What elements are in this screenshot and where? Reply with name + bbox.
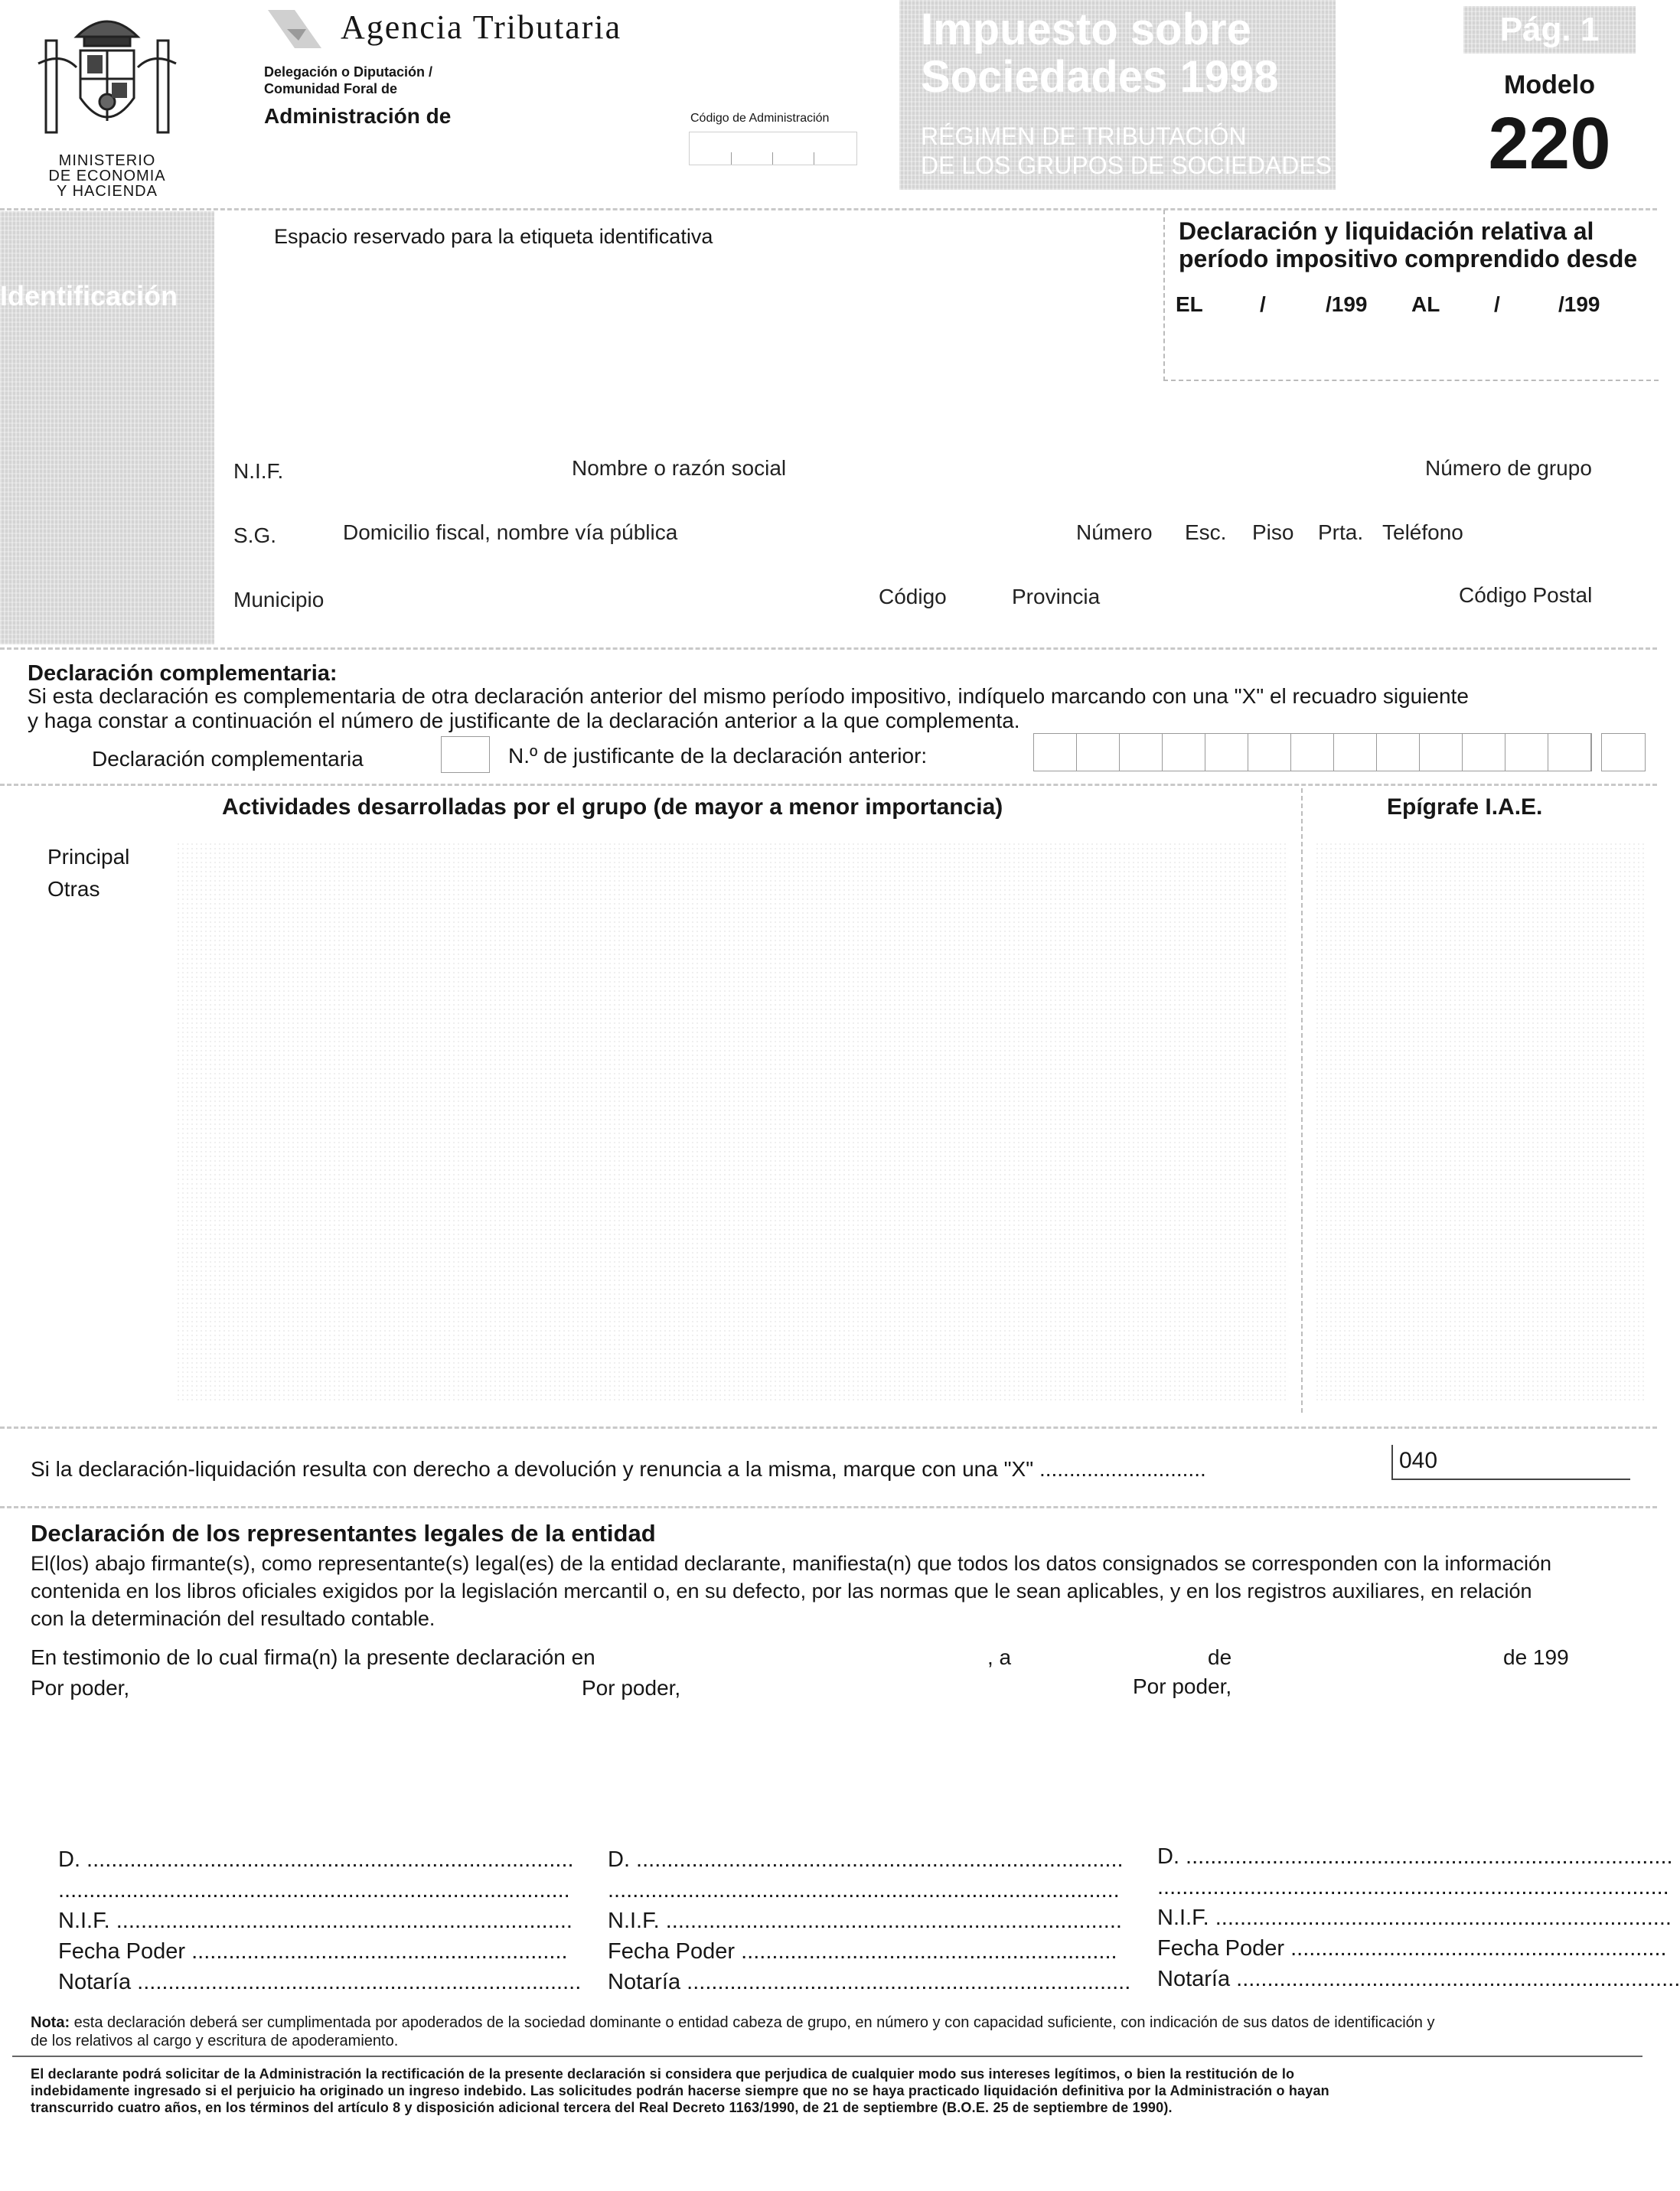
numero-grupo-label: Número de grupo [1425,456,1592,480]
nota-label: Nota: [31,2014,70,2031]
footer-rule [12,2056,1642,2057]
nota-text1: esta declaración deberá ser cumplimentada por apoderados de la sociedad dominante o entidad cabeza de grupo, en número y con capacidad suficiente, con indicación de sus datos de identificación y [73,2014,1435,2031]
identification-side-tab [0,211,214,644]
agency-logo-icon [264,6,325,52]
testimonio-text: En testimonio de lo cual firma(n) la presente declaración en [31,1645,595,1669]
complementaria-separator [0,784,1657,786]
banner-title-line1: Impuesto sobre [921,5,1251,54]
domicilio-label: Domicilio fiscal, nombre vía pública [343,520,678,544]
epigrafe-text-area[interactable] [1315,842,1644,1400]
sig1-blank[interactable]: ................................................................................... [58,1878,570,1902]
actividades-text-area[interactable] [176,842,1286,1400]
devolucion-text: Si la declaración-liquidación resulta con derecho a devolución y renuncia a la misma, marque con una "X" ............................ [31,1457,1206,1481]
otras-label: Otras [47,877,100,901]
delegation-line1: Delegación o Diputación / [264,64,433,80]
complementaria-text-line2: y haga constar a continuación el número de justificante de la declaración anterior a la que complementa. [28,709,1020,732]
admin-code-field[interactable] [689,132,857,165]
banner-title-line2: Sociedades 1998 [921,52,1279,102]
administration-label: Administración de [264,104,452,128]
justificante-boxes[interactable] [1033,733,1592,771]
devolucion-separator [0,1506,1657,1508]
delegation-line2: Comunidad Foral de [264,81,398,96]
tax-banner [899,0,1336,190]
sig2-d[interactable]: D. ............................................................................... [608,1847,1124,1872]
nif-label: N.I.F. [233,459,284,483]
sig2-blank[interactable]: ................................................................................... [608,1878,1120,1902]
codigo-postal-label: Código Postal [1459,583,1593,607]
complementaria-title: Declaración complementaria: [28,661,338,686]
provincia-label: Provincia [1012,585,1101,608]
sig2-fecha-poder[interactable]: Fecha Poder ............................................................. [608,1939,1117,1964]
testimonio-de: de [1208,1645,1232,1669]
prta-label: Prta. [1318,520,1364,544]
sg-label: S.G. [233,523,277,547]
testimonio-a: , a [987,1645,1012,1669]
modelo-label: Modelo [1504,70,1595,99]
sig3-notaria[interactable]: Notaría ........................................................................ [1157,1967,1680,1991]
codigo-label: Código [879,585,947,608]
representantes-para-line1: El(los) abajo firmante(s), como representante(s) legal(es) de la entidad declarante, manifiesta(n) que todos los datos consignados se corresponden con la información [31,1552,1552,1575]
complementaria-text-line1: Si esta declaración es complementaria de otra declaración anterior del mismo período impositivo, indíquelo marcando con una "X" el recuadro siguiente [28,684,1469,708]
period-el: EL [1176,292,1203,316]
period-slash2: / [1494,292,1500,316]
actividades-divider [1301,788,1303,1413]
justificante-label: N.º de justificante de la declaración anterior: [508,744,928,768]
coat-of-arms-icon [31,6,184,152]
sig2-nif[interactable]: N.I.F. .......................................................................... [608,1909,1122,1933]
identification-separator [0,647,1657,650]
numero-label: Número [1076,520,1153,544]
sig1-d[interactable]: D. ............................................................................... [58,1847,574,1872]
por-poder-1: Por poder, [31,1676,130,1700]
legal-line1: El declarante podrá solicitar de la Administración la rectificación de la presente declaración si considera que perjudica de cualquier modo sus intereses legítimos, o bien la restitución de lo [31,2066,1295,2082]
por-poder-2: Por poder, [582,1676,681,1700]
signature-block-3 [1157,1844,1680,1997]
telefono-label: Teléfono [1382,520,1463,544]
nota-line2: de los relativos al cargo y escritura de apoderamiento. [31,2033,399,2049]
period-slash1: / [1260,292,1266,316]
representantes-title: Declaración de los representantes legales de la entidad [31,1520,656,1547]
nombre-label: Nombre o razón social [572,456,787,480]
signature-block-1 [58,1847,582,2000]
actividades-title: Actividades desarrolladas por el grupo (de mayor a menor importancia) [222,794,1003,820]
sig1-notaria[interactable]: Notaría ........................................................................ [58,1970,582,1994]
nota-line1 [31,2014,1434,2032]
sig3-blank[interactable]: ................................................................................... [1157,1875,1669,1899]
municipio-label: Municipio [233,588,325,611]
agency-name: Agencia Tributaria [341,8,622,46]
period-title-line1: Declaración y liquidación relativa al [1179,217,1594,245]
period-box [1163,210,1659,381]
page-badge [1463,6,1636,54]
sig1-fecha-poder[interactable]: Fecha Poder ............................................................. [58,1939,568,1964]
sig1-nif[interactable]: N.I.F. .......................................................................... [58,1909,573,1933]
label-space-text: Espacio reservado para la etiqueta identificativa [274,225,713,248]
testimonio-de-199: de 199 [1503,1645,1569,1669]
sig3-fecha-poder[interactable]: Fecha Poder ............................................................. [1157,1936,1667,1961]
banner-sub-line2: DE LOS GRUPOS DE SOCIEDADES [921,152,1333,179]
legal-line2: indebidamente ingresado si el perjuicio ha originado un ingreso indebido. Las solicitudes podrán hacerse siempre que no se haya practicado liquidación definitiva por la Administración o hayan [31,2083,1329,2098]
actividades-separator [0,1426,1657,1429]
justificante-control-box[interactable] [1601,733,1646,771]
modelo-number: 220 [1488,103,1611,184]
sig2-notaria[interactable]: Notaría ........................................................................ [608,1970,1131,1994]
esc-label: Esc. [1185,520,1227,544]
principal-label: Principal [47,845,130,869]
period-al: AL [1411,292,1440,316]
piso-label: Piso [1252,520,1294,544]
period-year2: /199 [1558,292,1600,316]
ministry-name: MINISTERIO DE ECONOMIA Y HACIENDA [48,152,166,200]
complementaria-checkbox-label: Declaración complementaria [92,747,364,771]
admin-code-label: Código de Administración [690,112,830,125]
banner-sub-line1: RÉGIMEN DE TRIBUTACIÓN [921,122,1247,150]
side-tab-label: Identificación [0,280,178,311]
period-title-line2: período impositivo comprendido desde [1179,245,1638,272]
por-poder-3: Por poder, [1133,1674,1232,1698]
signature-block-2 [608,1847,1131,2000]
period-year1: /199 [1326,292,1368,316]
representantes-para-line2: contenida en los libros oficiales exigidos por la legislación mercantil o, en su defecto, por las normas que le sean aplicables, y en los registros auxiliares, en relación [31,1580,1532,1602]
sig3-d[interactable]: D. ............................................................................... [1157,1844,1673,1869]
devolucion-box[interactable] [1391,1445,1630,1480]
devolucion-box-code: 040 [1399,1448,1438,1473]
complementaria-checkbox[interactable] [441,736,490,773]
epigrafe-label: Epígrafe I.A.E. [1387,794,1543,820]
representantes-para-line3: con la determinación del resultado contable. [31,1607,435,1630]
sig3-nif[interactable]: N.I.F. .......................................................................... [1157,1906,1672,1930]
page-label: Pág. 1 [1499,11,1600,48]
legal-line3: transcurrido cuatro años, en los términos del artículo 8 y disposición adicional tercera del Real Decreto 1163/1990, de 21 de septiembre (B.O.E. 25 de septiembre de 1990). [31,2100,1173,2115]
